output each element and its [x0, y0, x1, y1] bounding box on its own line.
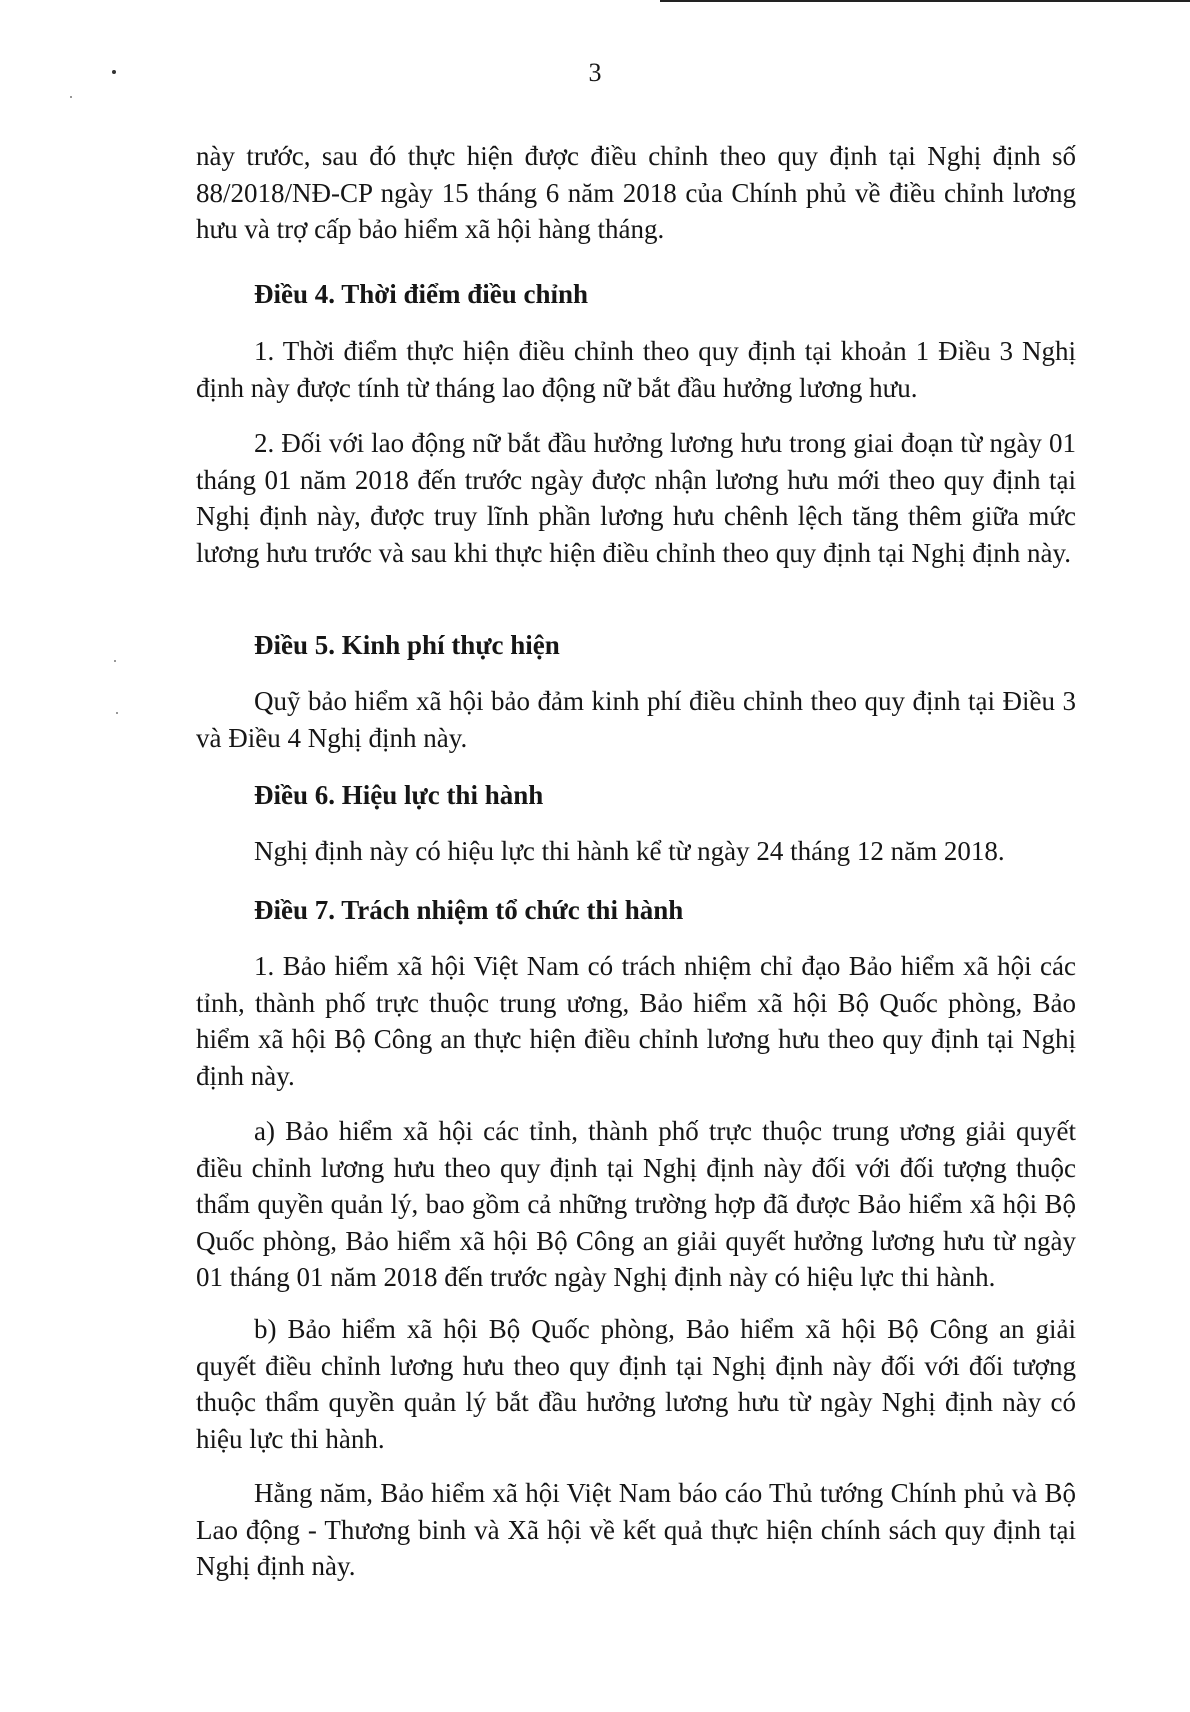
paragraph-continuation: này trước, sau đó thực hiện được điều chỉnh theo quy định tại Nghị định số 88/2018/NĐ-CP ngày 15 tháng 6 năm 2018 của Chính phủ về điều chỉnh lương hưu và trợ cấp bảo hiểm xã hội hàng tháng. — [196, 141, 1076, 244]
article-7-point-b: b) Bảo hiểm xã hội Bộ Quốc phòng, Bảo hiểm xã hội Bộ Công an giải quyết điều chỉnh lương hưu theo quy định tại Nghị định này đối với đối tượng thuộc thẩm quyền quản lý bắt đầu hưởng lương hưu từ ngày Nghị định này có hiệu lực thi hành. — [196, 1314, 1076, 1454]
scan-speck — [114, 660, 116, 662]
article-5-body: Quỹ bảo hiểm xã hội bảo đảm kinh phí điều chỉnh theo quy định tại Điều 3 và Điều 4 Nghị định này. — [196, 686, 1076, 753]
article-5-heading: Điều 5. Kinh phí thực hiện — [254, 630, 560, 660]
scan-speck — [70, 96, 72, 98]
article-7-clause-1: 1. Bảo hiểm xã hội Việt Nam có trách nhiệm chỉ đạo Bảo hiểm xã hội các tỉnh, thành phố trực thuộc trung ương, Bảo hiểm xã hội Bộ Quốc phòng, Bảo hiểm xã hội Bộ Công an thực hiện điều chỉnh lương hưu theo quy định tại Nghị định này. — [196, 951, 1076, 1091]
article-6-body: Nghị định này có hiệu lực thi hành kể từ ngày 24 tháng 12 năm 2018. — [254, 836, 1005, 866]
page-number: 3 — [588, 58, 602, 87]
article-7-annual-report: Hằng năm, Bảo hiểm xã hội Việt Nam báo cáo Thủ tướng Chính phủ và Bộ Lao động - Thương binh và Xã hội về kết quả thực hiện chính sách quy định tại Nghị định này. — [196, 1478, 1076, 1581]
article-4-clause-2: 2. Đối với lao động nữ bắt đầu hưởng lương hưu trong giai đoạn từ ngày 01 tháng 01 năm 2018 đến trước ngày được nhận lương hưu mới theo quy định tại Nghị định này, được truy lĩnh phần lương hưu chênh lệch tăng thêm giữa mức lương hưu trước và sau khi thực hiện điều chỉnh theo quy định tại Nghị định này. — [196, 428, 1076, 568]
scan-top-rule — [660, 0, 1190, 2]
article-4-heading: Điều 4. Thời điểm điều chỉnh — [254, 279, 589, 309]
article-6-heading: Điều 6. Hiệu lực thi hành — [254, 780, 544, 810]
article-7-point-a: a) Bảo hiểm xã hội các tỉnh, thành phố trực thuộc trung ương giải quyết điều chỉnh lương hưu theo quy định tại Nghị định này đối với đối tượng thuộc thẩm quyền quản lý, bao gồm cả những trường hợp đã được Bảo hiểm xã hội Bộ Quốc phòng, Bảo hiểm xã hội Bộ Công an giải quyết hưởng lương hưu từ ngày 01 tháng 01 năm 2018 đến trước ngày Nghị định này có hiệu lực thi hành. — [196, 1116, 1076, 1292]
scan-speck — [116, 712, 118, 714]
article-4-clause-1: 1. Thời điểm thực hiện điều chỉnh theo quy định tại khoản 1 Điều 3 Nghị định này được tính từ tháng lao động nữ bắt đầu hưởng lương hưu. — [196, 336, 1076, 403]
article-7-heading: Điều 7. Trách nhiệm tổ chức thi hành — [254, 895, 684, 925]
